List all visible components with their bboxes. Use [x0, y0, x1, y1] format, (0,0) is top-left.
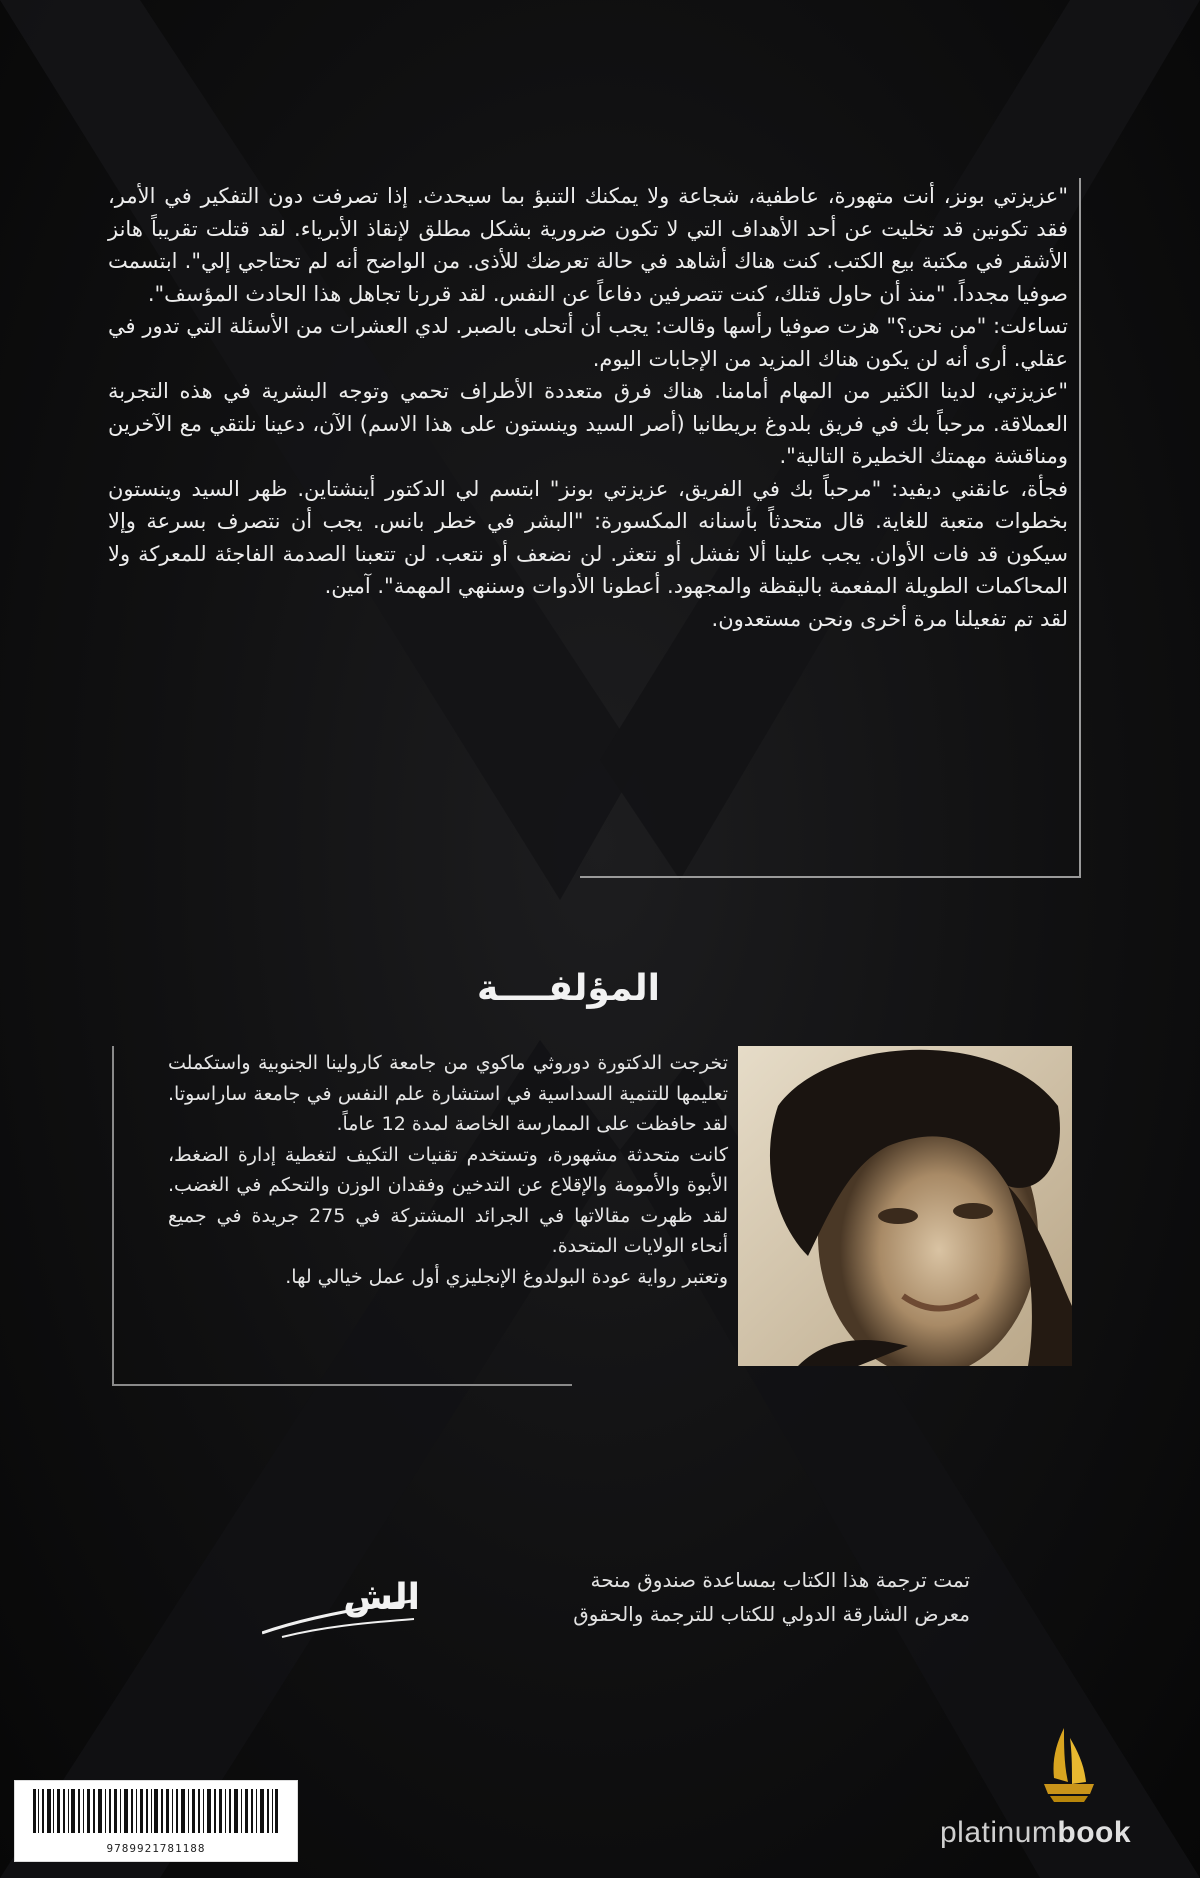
blurb-paragraph: تساءلت: "من نحن؟" هزت صوفيا رأسها وقالت: يجب أن أتحلى بالصبر. لدي العشرات من الأسئلة التي تدور في عقلي. أرى أنه لن يكون هناك المزيد من الإجابات اليوم. [108, 314, 1068, 371]
grant-line: تمت ترجمة هذا الكتاب بمساعدة صندوق منحة [590, 1568, 970, 1592]
barcode-bars-icon [33, 1789, 279, 1833]
blurb-paragraph: "عزيزتي، لدينا الكثير من المهام أمامنا. هناك فرق متعددة الأطراف تحمي وتوجه البشرية في هذه التجربة العملاقة. مرحباً بك في فريق بلدوغ بريطانيا (أصر السيد وينستون على هذا الاسم) الآن، دعينا نلتقي مع الآخرين ومناقشة مهمتك الخطيرة التالية". [108, 379, 1068, 468]
blurb-frame-line [1079, 178, 1081, 878]
blurb-frame-line [580, 876, 1081, 878]
author-heading: المؤلفــــة [476, 968, 660, 1009]
blurb-paragraph: فجأة، عانقني ديفيد: "مرحباً بك في الفريق، عزيزتي بونز" ابتسم لي الدكتور أينشتاين. ظهر السيد وينستون بخطوات متعبة للغاية. قال متحدثاً بأسنانه المكسورة: "البشر في خطر بانس. يجب أن نتصرف بسرعة وإلا سيكون قد فات الأوان. يجب علينا ألا نفشل أو نتعثر. لن نضعف أو نتعب. لن تتعبنا الصدمة الفاجئة للمعركة ولا المحاكمات الطويلة المفعمة باليقظة والمجهود. أعطونا الأدوات وسننهي المهمة". آمين. [108, 476, 1068, 598]
author-bio-paragraph: كانت متحدثة مشهورة، وتستخدم تقنيات التكيف لتغطية إدارة الضغط، الأبوة والأمومة والإقلاع عن التدخين وفقدان الوزن والتحكم في الغضب. لقد ظهرت مقالاتها في الجرائد المشتركة في 275 جريدة في جميع أنحاء الولايات المتحدة. [168, 1143, 729, 1257]
blurb-paragraph: "عزيزتي بونز، أنت متهورة، عاطفية، شجاعة ولا يمكنك التنبؤ بما سيحدث. إذا تصرفت دون التفكير في الأمر، فقد تكونين قد تخليت عن أحد الأهداف التي لا تكون ضرورية بشكل مطلق لإنقاذ الأبرياء. لقد قتلت تقريباً هانز الأشقر في مكتبة بيع الكتب. كنت هناك أشاهد في حالة تعرضك للأذى. من الواضح أنه لم تحتاجي إلي". ابتسمت صوفيا مجدداً. "منذ أن حاول قتلك، كنت تتصرفين دفاعاً عن النفس. لقد قررنا تجاهل هذا الحادث المؤسف". [108, 184, 1068, 306]
grant-logo-text: الش [343, 1577, 420, 1618]
publisher-wing-logo-icon [1034, 1724, 1104, 1804]
publisher-name-part: book [1057, 1816, 1132, 1849]
sharjah-book-fair-logo-icon [262, 1565, 422, 1645]
isbn-number: 9789921781188 [106, 1842, 206, 1855]
author-bio [168, 1048, 728, 1292]
blurb-paragraph: لقد تم تفعيلنا مرة أخرى ونحن مستعدون. [711, 606, 1068, 631]
author-bio-paragraph: وتعتبر رواية عودة البولدوغ الإنجليزي أول عمل خيالي لها. [285, 1265, 728, 1288]
publisher-name-part: platinum [940, 1816, 1058, 1849]
grant-line: معرض الشارقة الدولي للكتاب للترجمة والحقوق [573, 1602, 970, 1626]
bio-frame-line [112, 1384, 572, 1386]
author-photo [738, 1046, 1072, 1366]
publisher-name [940, 1816, 1200, 1850]
back-cover-blurb [108, 180, 1068, 635]
author-bio-paragraph: تخرجت الدكتورة دوروثي ماكوي من جامعة كارولينا الجنوبية واستكملت تعليمها للتنمية السداسية في استشارة علم النفس في جامعة ساراسوتا. لقد حافظت على الممارسة الخاصة لمدة 12 عاماً. [168, 1052, 728, 1135]
bio-frame-line [112, 1046, 114, 1386]
barcode [14, 1780, 298, 1862]
translation-grant-notice [430, 1563, 970, 1631]
